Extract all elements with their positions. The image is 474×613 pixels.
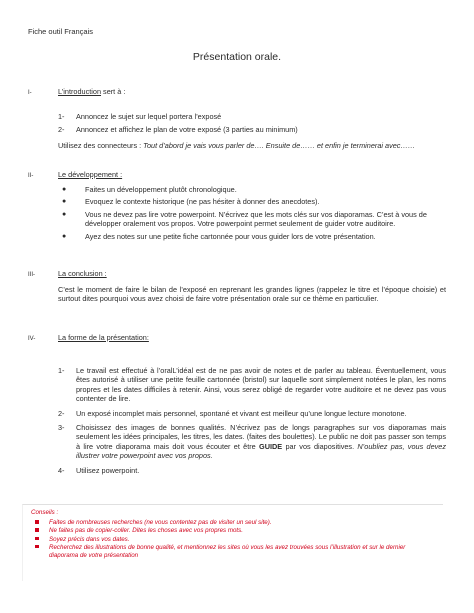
bullet-icon: ● bbox=[62, 210, 67, 218]
item-text: Utilisez powerpoint. bbox=[76, 465, 140, 475]
item-text: Annoncez et affichez le plan de votre exposé (3 parties au minimum) bbox=[76, 125, 298, 135]
list-item bbox=[58, 423, 446, 461]
list-item bbox=[58, 466, 446, 475]
square-bullet-icon bbox=[35, 537, 39, 541]
square-bullet-icon bbox=[35, 545, 39, 549]
bullet-icon: ● bbox=[62, 186, 67, 193]
forme-list bbox=[58, 366, 446, 475]
item-text: Ayez des notes sur une petite fiche cartonnée pour vous guider lors de votre présentation. bbox=[85, 231, 376, 241]
list-item bbox=[58, 409, 446, 418]
list-item bbox=[58, 197, 450, 206]
conseils-title: Conseils : bbox=[31, 509, 59, 516]
section-title-suffix: sert à : bbox=[101, 87, 126, 96]
section-title: Le développement : bbox=[58, 170, 123, 179]
connecteurs-lead: Utilisez des connecteurs : bbox=[58, 141, 144, 150]
item-number: 1- bbox=[58, 366, 65, 375]
list-item bbox=[58, 366, 446, 404]
section-dev-heading bbox=[28, 170, 123, 181]
section-forme-heading bbox=[28, 333, 149, 344]
bullet-icon: ● bbox=[62, 232, 67, 240]
conseil-item bbox=[31, 536, 426, 544]
section-intro-heading bbox=[28, 87, 126, 98]
conseil-item bbox=[31, 519, 426, 527]
item-text: Le travail est effectué à l’oralL’idéal est de ne pas avoir de notes et de parler au tableau. Éventuellement, vous êtes autorisé à utiliser une petite feuille cartonnée (bristol) sur laquelle sont simplement notées le plan, les noms propres et les dates difficiles à retenir. Ainsi, vous serez obligé de regarder votre auditoire et ne devez pas vous contenter de lire. bbox=[76, 366, 446, 404]
conseil-text: Ne faites pas de copier-coller. Dites les choses avec vos propres mots. bbox=[49, 527, 243, 535]
item-number: 4- bbox=[58, 465, 65, 475]
conseil-text: Recherchez des illustrations de bonne qualité, et mentionnez les sites où vous les avez trouvées sous l’illustration et sur le dernier diaporama de votre présentation bbox=[49, 543, 406, 559]
section-number: I- bbox=[28, 90, 32, 96]
connecteurs-example: Tout d’abord je vais vous parler de…. Ensuite de…… et enfin je terminerai avec…… bbox=[143, 141, 416, 150]
square-bullet-icon bbox=[35, 528, 39, 532]
item-text: Choisissez des images de bonnes qualités. N’écrivez pas de longs paragraphes sur vos diaporamas mais seulement les idées principales, les titres, les dates. (faites des boulettes). Le public ne doit pas passer son temps à lire votre diaporama mais doit vous écouter et être bbox=[76, 423, 446, 451]
list-item bbox=[58, 185, 450, 194]
conseils-list bbox=[31, 519, 426, 560]
document-title: Présentation orale. bbox=[192, 51, 282, 63]
list-item bbox=[58, 112, 448, 121]
conseils-box bbox=[22, 504, 443, 581]
item-number: 2- bbox=[58, 408, 65, 418]
item-text: Faites un développement plutôt chronologique. bbox=[85, 185, 237, 194]
conclusion-paragraph: C’est le moment de faire le bilan de l’exposé en reprenant les grandes lignes (rappelez le titre et l’époque choisie) et surtout dites pourquoi vous avez choisi de faire votre présentation orale sur ce thème en particulier. bbox=[58, 285, 446, 304]
item-text-continued: par vos diapositives. bbox=[282, 441, 358, 451]
item-number: 3- bbox=[58, 423, 65, 433]
list-item bbox=[58, 210, 450, 229]
item-text: Un exposé incomplet mais personnel, spontané et vivant est meilleur qu’une longue lecture monotone. bbox=[76, 408, 407, 418]
section-number: IV- bbox=[28, 336, 36, 342]
conseil-item bbox=[31, 527, 426, 535]
section-conclusion-heading bbox=[28, 269, 107, 280]
list-item bbox=[58, 232, 450, 241]
section-title: La conclusion : bbox=[58, 269, 107, 278]
item-number: 2- bbox=[58, 125, 65, 135]
item-text: Evoquez le contexte historique (ne pas hésiter à donner des anecdotes). bbox=[85, 197, 320, 207]
intro-list bbox=[58, 112, 448, 135]
section-title: La forme de la présentation: bbox=[58, 333, 149, 342]
item-italic-note: N’oubliez pas, vous devez illustrer votre powerpoint avec vos propos. bbox=[76, 441, 446, 461]
section-title: L’introduction bbox=[58, 87, 102, 96]
document-header: Fiche outil Français bbox=[28, 27, 94, 36]
conseil-item bbox=[31, 544, 426, 560]
item-text: Vous ne devez pas lire votre powerpoint. N’écrivez que les mots clés sur vos diaporamas. C’est à vous de développer oralement vos propos. Votre powerpoint permet seulement de guider votre auditoire. bbox=[85, 209, 427, 229]
item-emphasis: GUIDE bbox=[259, 441, 283, 451]
dev-bullet-list bbox=[58, 185, 450, 241]
item-number: 1- bbox=[58, 112, 65, 121]
conseil-text: Faites de nombreuses recherches (ne vous contentez pas de visiter un seul site). bbox=[49, 519, 272, 526]
connecteurs-line bbox=[58, 141, 458, 150]
square-bullet-icon bbox=[35, 520, 39, 524]
list-item bbox=[58, 125, 448, 134]
section-number: II- bbox=[28, 173, 34, 179]
item-text: Annoncez le sujet sur lequel portera l’exposé bbox=[76, 112, 222, 121]
conseil-text: Soyez précis dans vos dates. bbox=[49, 535, 130, 543]
bullet-icon: ● bbox=[62, 198, 67, 206]
section-number: III- bbox=[28, 272, 35, 278]
